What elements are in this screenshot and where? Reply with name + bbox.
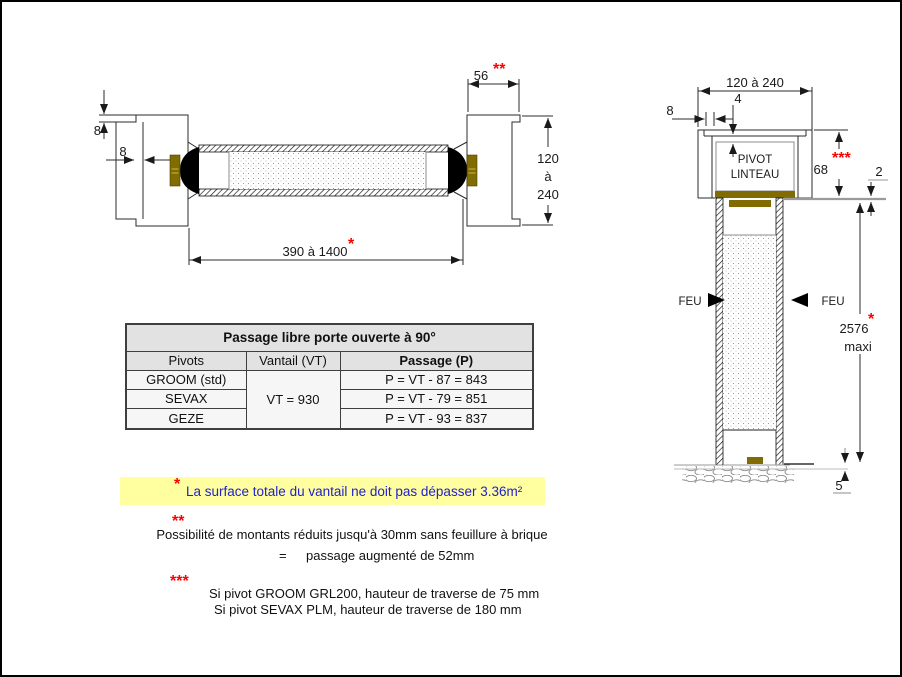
surface-note-text: La surface totale du vantail ne doit pas dépasser 3.36m² xyxy=(186,484,523,499)
wall-thickness-label: 8 xyxy=(666,103,674,118)
dim-lintel-width xyxy=(698,87,812,130)
door-width-label: 390 à 1400 xyxy=(282,244,348,259)
pivot-name-cell: GEZE xyxy=(126,408,246,429)
right-jamb-profile xyxy=(454,115,520,265)
vertical-section-drawing xyxy=(666,75,888,493)
pivot-name-cell: GROOM (std) xyxy=(126,370,246,389)
lintel-pivot-plate xyxy=(715,191,795,198)
wall-height-label-3: 240 xyxy=(537,187,559,202)
surface-note-highlight xyxy=(120,477,545,505)
pivot-box-label-1: PIVOT xyxy=(737,154,773,166)
table-title: Passage libre porte ouverte à 90° xyxy=(126,324,533,351)
traverse-height-label: 68 xyxy=(813,162,828,177)
montants-note-equals: = xyxy=(279,548,287,563)
pivot-note-line1: Si pivot GROOM GRL200, hauteur de traverse de 75 mm xyxy=(209,586,540,601)
col-header-pivots: Pivots xyxy=(126,351,246,370)
rebate-depth-label: 8 xyxy=(93,123,101,138)
jamb-width-note-star: ** xyxy=(493,61,506,78)
door-top-pivot-plate xyxy=(729,200,771,207)
passage-formula-cell: P = VT - 79 = 851 xyxy=(340,389,533,408)
door-height-suffix-label: maxi xyxy=(844,339,872,354)
floor-pivot-block xyxy=(747,457,763,464)
pivot-linteau-box xyxy=(716,142,794,191)
montants-note-star: ** xyxy=(172,513,185,530)
jamb-width-label: 56 xyxy=(473,68,489,83)
pivot-note-line2: Si pivot SEVAX PLM, hauteur de traverse de 180 mm xyxy=(214,602,522,617)
ceiling-gap-label: 2 xyxy=(875,164,883,179)
floor-gap-label: 5 xyxy=(835,478,843,493)
pivot-box-label-2: LINTEAU xyxy=(730,169,780,181)
montants-note-line2: passage augmenté de 52mm xyxy=(306,548,475,563)
dim-rebate-depth xyxy=(99,90,136,139)
table-row xyxy=(126,370,533,389)
pivot-note-star: *** xyxy=(170,573,189,590)
left-seal xyxy=(170,155,180,186)
door-height-label: 2576 xyxy=(839,321,869,336)
right-seal xyxy=(467,155,477,186)
col-header-vantail: Vantail (VT) xyxy=(246,351,340,370)
fire-label-right: FEU xyxy=(821,296,845,308)
dim-jamb-width xyxy=(468,79,519,112)
montants-note-line1: Possibilité de montants réduits jusqu'à 30mm sans feuillure à brique xyxy=(156,527,548,542)
surface-note-star: * xyxy=(174,476,181,493)
door-height-note-star: * xyxy=(868,311,875,328)
lintel-width-label: 120 à 240 xyxy=(726,75,784,90)
passage-spec-table xyxy=(125,323,534,430)
door-leaf-plan xyxy=(170,145,477,196)
door-leaf-section xyxy=(716,198,783,465)
pivot-name-cell: SEVAX xyxy=(126,389,246,408)
frame-thickness-label: 8 xyxy=(119,144,127,159)
vantail-value-cell: VT = 930 xyxy=(246,370,340,429)
door-width-note-star: * xyxy=(348,236,355,253)
passage-formula-cell: P = VT - 87 = 843 xyxy=(340,370,533,389)
top-gap-label: 4 xyxy=(734,91,742,106)
ground xyxy=(674,464,848,483)
left-pivot-bullnose xyxy=(180,147,199,194)
traverse-note-star: *** xyxy=(832,150,851,167)
dim-wall-thickness xyxy=(672,112,733,126)
fire-arrow-right xyxy=(791,293,808,307)
fire-label-left: FEU xyxy=(678,296,702,308)
wall-height-label-1: 120 xyxy=(537,151,559,166)
col-header-passage: Passage (P) xyxy=(340,351,533,370)
plan-section-drawing xyxy=(94,61,559,265)
passage-formula-cell: P = VT - 93 = 837 xyxy=(340,408,533,429)
wall-height-label-2: à xyxy=(544,169,552,184)
left-jamb-profile xyxy=(116,115,199,265)
right-pivot-bullnose xyxy=(448,147,467,194)
